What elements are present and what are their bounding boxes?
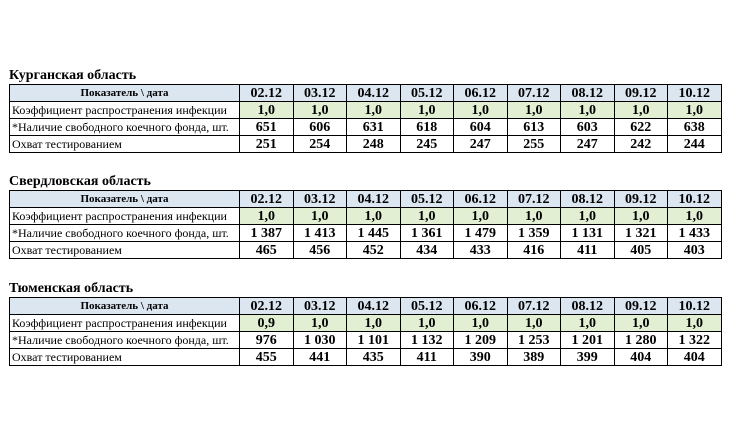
coef-cell: 1,0 <box>293 208 347 225</box>
beds-cell: 1 131 <box>561 225 615 242</box>
region-block-sverdlovsk <box>9 174 721 259</box>
header-label-cell: Показатель \ дата <box>10 298 240 315</box>
beds-cell: 1 201 <box>561 332 615 349</box>
beds-cell: 1 280 <box>614 332 668 349</box>
coef-cell: 1,0 <box>561 102 615 119</box>
beds-cell: 1 445 <box>347 225 401 242</box>
region-block-kurgan <box>9 68 721 153</box>
tests-cell: 404 <box>668 349 722 366</box>
date-cell: 03.12 <box>293 191 347 208</box>
beds-cell: 1 433 <box>668 225 722 242</box>
beds-row <box>10 225 722 242</box>
row-label: Охват тестированием <box>10 349 240 366</box>
header-label-cell: Показатель \ дата <box>10 191 240 208</box>
region-table <box>9 84 722 153</box>
region-table <box>9 297 722 366</box>
date-cell: 10.12 <box>668 85 722 102</box>
tests-cell: 245 <box>400 136 454 153</box>
coef-cell: 1,0 <box>614 208 668 225</box>
date-cell: 08.12 <box>561 191 615 208</box>
coef-cell: 1,0 <box>293 102 347 119</box>
beds-cell: 638 <box>668 119 722 136</box>
date-cell: 06.12 <box>454 298 508 315</box>
coef-cell: 1,0 <box>347 102 401 119</box>
row-label: *Наличие свободного коечного фонда, шт. <box>10 119 240 136</box>
beds-cell: 604 <box>454 119 508 136</box>
coef-cell: 1,0 <box>347 315 401 332</box>
beds-cell: 1 101 <box>347 332 401 349</box>
date-cell: 07.12 <box>507 85 561 102</box>
date-cell: 06.12 <box>454 191 508 208</box>
date-cell: 08.12 <box>561 85 615 102</box>
tests-row <box>10 242 722 259</box>
coef-cell: 1,0 <box>400 208 454 225</box>
tests-cell: 247 <box>561 136 615 153</box>
region-title: Курганская область <box>9 68 137 83</box>
beds-cell: 1 209 <box>454 332 508 349</box>
coef-cell: 0,9 <box>240 315 294 332</box>
tests-cell: 434 <box>400 242 454 259</box>
beds-cell: 1 413 <box>293 225 347 242</box>
tests-cell: 465 <box>240 242 294 259</box>
row-label: Охват тестированием <box>10 136 240 153</box>
beds-cell: 618 <box>400 119 454 136</box>
date-cell: 09.12 <box>614 85 668 102</box>
coef-cell: 1,0 <box>507 208 561 225</box>
coef-cell: 1,0 <box>507 315 561 332</box>
date-cell: 10.12 <box>668 298 722 315</box>
beds-cell: 1 387 <box>240 225 294 242</box>
tests-cell: 255 <box>507 136 561 153</box>
tests-cell: 416 <box>507 242 561 259</box>
date-cell: 02.12 <box>240 191 294 208</box>
coef-cell: 1,0 <box>454 208 508 225</box>
date-cell: 02.12 <box>240 85 294 102</box>
coef-cell: 1,0 <box>668 102 722 119</box>
tests-cell: 452 <box>347 242 401 259</box>
coef-cell: 1,0 <box>561 208 615 225</box>
region-title: Свердловская область <box>9 174 151 189</box>
beds-cell: 606 <box>293 119 347 136</box>
beds-cell: 1 030 <box>293 332 347 349</box>
tests-cell: 254 <box>293 136 347 153</box>
header-row <box>10 191 722 208</box>
row-label: Коэффициент распространения инфекции <box>10 208 240 225</box>
coef-cell: 1,0 <box>454 315 508 332</box>
coef-cell: 1,0 <box>347 208 401 225</box>
coef-cell: 1,0 <box>507 102 561 119</box>
tests-cell: 399 <box>561 349 615 366</box>
tests-cell: 456 <box>293 242 347 259</box>
date-cell: 04.12 <box>347 85 401 102</box>
region-block-tyumen <box>9 281 721 366</box>
tests-row <box>10 349 722 366</box>
header-label-cell: Показатель \ дата <box>10 85 240 102</box>
date-cell: 04.12 <box>347 298 401 315</box>
date-cell: 03.12 <box>293 298 347 315</box>
tests-cell: 390 <box>454 349 508 366</box>
row-label: Коэффициент распространения инфекции <box>10 315 240 332</box>
coef-cell: 1,0 <box>293 315 347 332</box>
beds-cell: 1 321 <box>614 225 668 242</box>
beds-cell: 976 <box>240 332 294 349</box>
region-title: Тюменская область <box>9 281 134 296</box>
beds-cell: 631 <box>347 119 401 136</box>
beds-cell: 1 359 <box>507 225 561 242</box>
tests-cell: 242 <box>614 136 668 153</box>
beds-cell: 1 253 <box>507 332 561 349</box>
row-label: Охват тестированием <box>10 242 240 259</box>
beds-cell: 613 <box>507 119 561 136</box>
region-table <box>9 190 722 259</box>
date-cell: 05.12 <box>400 298 454 315</box>
tests-cell: 247 <box>454 136 508 153</box>
date-cell: 08.12 <box>561 298 615 315</box>
date-cell: 02.12 <box>240 298 294 315</box>
beds-cell: 622 <box>614 119 668 136</box>
coef-cell: 1,0 <box>561 315 615 332</box>
coef-cell: 1,0 <box>240 102 294 119</box>
date-cell: 04.12 <box>347 191 401 208</box>
coef-cell: 1,0 <box>454 102 508 119</box>
coef-row <box>10 315 722 332</box>
date-cell: 07.12 <box>507 298 561 315</box>
coef-cell: 1,0 <box>614 102 668 119</box>
tests-cell: 404 <box>614 349 668 366</box>
tests-cell: 411 <box>400 349 454 366</box>
header-row <box>10 298 722 315</box>
date-cell: 06.12 <box>454 85 508 102</box>
beds-cell: 1 322 <box>668 332 722 349</box>
header-row <box>10 85 722 102</box>
beds-cell: 651 <box>240 119 294 136</box>
tests-cell: 411 <box>561 242 615 259</box>
tests-cell: 403 <box>668 242 722 259</box>
beds-cell: 1 361 <box>400 225 454 242</box>
coef-row <box>10 208 722 225</box>
tests-cell: 244 <box>668 136 722 153</box>
row-label: *Наличие свободного коечного фонда, шт. <box>10 332 240 349</box>
date-cell: 05.12 <box>400 191 454 208</box>
tests-cell: 389 <box>507 349 561 366</box>
date-cell: 09.12 <box>614 191 668 208</box>
date-cell: 07.12 <box>507 191 561 208</box>
date-cell: 10.12 <box>668 191 722 208</box>
beds-cell: 603 <box>561 119 615 136</box>
row-label: Коэффициент распространения инфекции <box>10 102 240 119</box>
tests-cell: 251 <box>240 136 294 153</box>
tests-cell: 435 <box>347 349 401 366</box>
coef-cell: 1,0 <box>400 315 454 332</box>
tests-cell: 248 <box>347 136 401 153</box>
coef-cell: 1,0 <box>400 102 454 119</box>
beds-cell: 1 479 <box>454 225 508 242</box>
tests-row <box>10 136 722 153</box>
coef-cell: 1,0 <box>668 315 722 332</box>
date-cell: 03.12 <box>293 85 347 102</box>
coef-cell: 1,0 <box>668 208 722 225</box>
tests-cell: 433 <box>454 242 508 259</box>
date-cell: 05.12 <box>400 85 454 102</box>
beds-row <box>10 332 722 349</box>
tests-cell: 441 <box>293 349 347 366</box>
beds-cell: 1 132 <box>400 332 454 349</box>
coef-row <box>10 102 722 119</box>
coef-cell: 1,0 <box>614 315 668 332</box>
coef-cell: 1,0 <box>240 208 294 225</box>
row-label: *Наличие свободного коечного фонда, шт. <box>10 225 240 242</box>
tests-cell: 455 <box>240 349 294 366</box>
date-cell: 09.12 <box>614 298 668 315</box>
beds-row <box>10 119 722 136</box>
tests-cell: 405 <box>614 242 668 259</box>
